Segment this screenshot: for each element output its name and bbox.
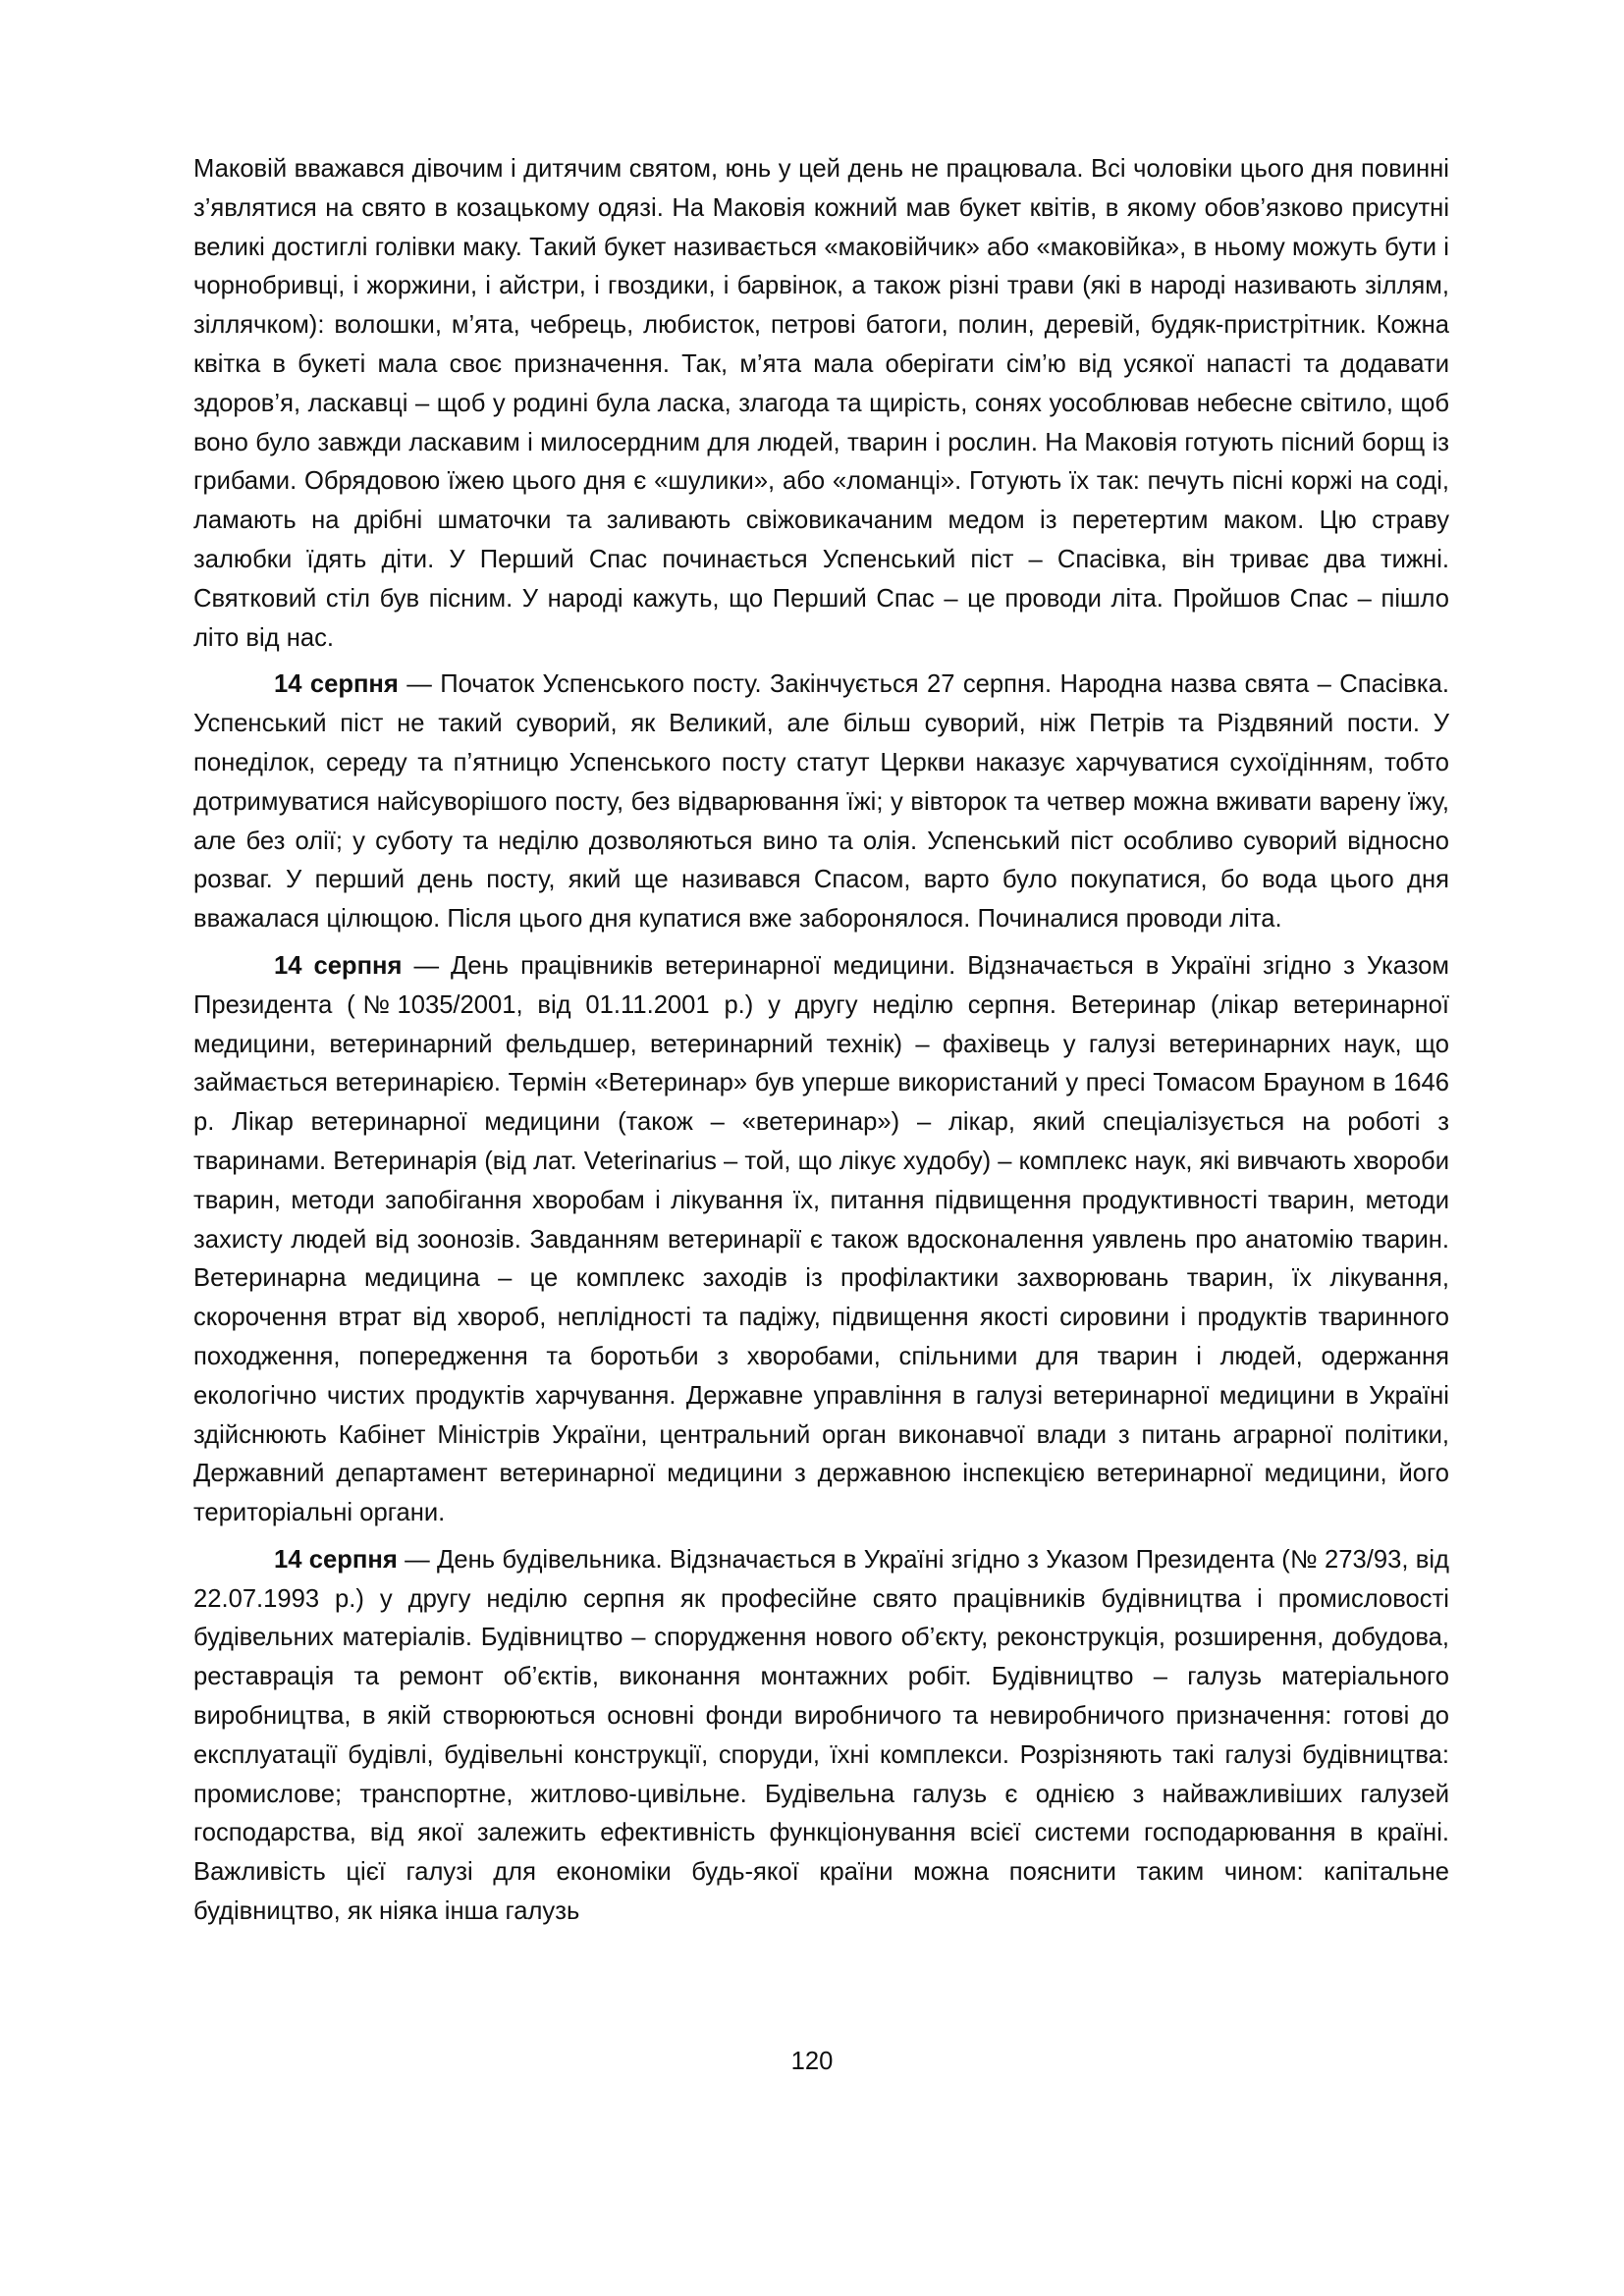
document-page (193, 150, 1449, 1940)
paragraph-text: — Початок Успенського посту. Закінчується 27 серпня. Народна назва свята – Спасівка. Успенський піст не такий суворий, як Великий, але більш суворий, ніж Петрів та Різдвяний пости. У понеділок, середу та п’ятницю Успенського посту статут Церкви наказує харчуватися сухоїдінням, тобто дотримуватися найсуворішого посту, без відварювання їжі; у вівторок та четвер можна вживати варену їжу, але без олії; у суботу та неділю дозволяються вино та олія. Успенський піст особливо суворий відносно розваг. У перший день посту, який ще називався Спасом, варто було покупатися, бо вода цього дня вважалася цілющою. Після цього дня купатися вже заборонялося. Починалися проводи літа. (193, 670, 1449, 934)
paragraph-uspenskyi-pist (193, 666, 1449, 939)
page-number: 120 (790, 2048, 834, 2075)
paragraph-text: Маковій вважався дівочим і дитячим святом, юнь у цей день не працювала. Всі чоловіки цього дня повинні з’являтися на свято в козацькому одязі. На Маковія кожний мав букет квітів, в якому обов’язково присутні великі достиглі голівки маку. Такий букет називається «маковійчик» або «маковійка», в ньому можуть бути і чорнобривці, і жоржини, і айстри, і гвоздики, і барвінок, а також різні трави (які в народі називають зіллям, зіллячком): волошки, м’ята, чебрець, любисток, петрові батоги, полин, деревій, будяк-пристрітник. Кожна квітка в букеті мала своє призначення. Так, м’ята мала оберігати сім’ю від усякої напасті та додавати здоров’я, ласкавці – щоб у родині була ласка, злагода та щирість, сонях уособлював небесне світило, щоб воно було завжди ласкавим і милосердним для людей, тварин і рослин. На Маковія готують пісний борщ із грибами. Обрядовою їжею цього дня є «шулики», або «ломанці». Готують їх так: печуть пісні коржі на соді, ламають на дрібні шматочки та заливають свіжовикачаним медом із перетертим маком. Цю страву залюбки їдять діти. У Перший Спас починається Успенський піст – Спасівка, він триває два тижні. Святковий стіл був пісним. У народі кажуть, що Перший Спас – це проводи літа. Пройшов Спас – пішло літо від нас. (193, 155, 1449, 652)
paragraph-date: 14 серпня (274, 1545, 398, 1574)
paragraph-text: — День працівників ветеринарної медицини. Відзначається в Україні згідно з Указом Президента (№1035/2001, від 01.11.2001 р.) у другу неділю серпня. Ветеринар (лікар ветеринарної медицини, ветеринарний фельдшер, ветеринарний технік) – фахівець у галузі ветеринарних наук, що займається ветеринарією. Термін «Ветеринар» був уперше використаний у пресі Томасом Брауном в 1646 р. Лікар ветеринарної медицини (також – «ветеринар») – лікар, який спеціалізується на роботі з тваринами. Ветеринарія (від лат. Veterinarius – той, що лікує худобу) – комплекс наук, які вивчають хвороби тварин, методи запобігання хворобам і лікування їх, питання підвищення продуктивності тварин, методи захисту людей від зоонозів. Завданням ветеринарії є також вдосконалення уявлень про анатомію тварин. Ветеринарна медицина – це комплекс заходів із профілактики захворювань тварин, їх лікування, скорочення втрат від хвороб, неплідності та падіжу, підвищення якості сировини і продуктів тваринного походження, попередження та боротьби з хворобами, спільними для тварин і людей, одержання екологічно чистих продуктів харчування. Державне управління в галузі ветеринарної медицини в Україні здійснюють Кабінет Міністрів України, центральний орган виконавчої влади з питань аграрної політики, Державний департамент ветеринарної медицини з державною інспекцією ветеринарної медицини, його територіальні органи. (193, 951, 1449, 1527)
paragraph-text: — День будівельника. Відзначається в Україні згідно з Указом Президента (№ 273/93, від 22.07.1993 р.) у другу неділю серпня як професійне свято працівників будівництва і промисловості будівельних матеріалів. Будівництво – спорудження нового об’єкту, реконструкція, розширення, добудова, реставрація та ремонт об’єктів, виконання монтажних робіт. Будівництво – галузь матеріального виробництва, в якій створюються основні фонди виробничого та невиробничого призначення: готові до експлуатації будівлі, будівельні конструкції, споруди, їхні комплекси. Розрізняють такі галузі будівництва: промислове; транспортне, житлово-цивільне. Будівельна галузь є однією з найважливіших галузей господарства, від якої залежить ефективність функціонування всієї системи господарювання в країні. Важливість цієї галузі для економіки будь-якої країни можна пояснити таким чином: капітальне будівництво, як ніяка інша галузь (193, 1545, 1449, 1926)
paragraph-makovii (193, 150, 1449, 658)
paragraph-builders-day (193, 1541, 1449, 1932)
paragraph-veterinary-day (193, 947, 1449, 1533)
paragraph-date: 14 серпня (274, 670, 399, 699)
paragraph-date: 14 серпня (274, 951, 403, 980)
